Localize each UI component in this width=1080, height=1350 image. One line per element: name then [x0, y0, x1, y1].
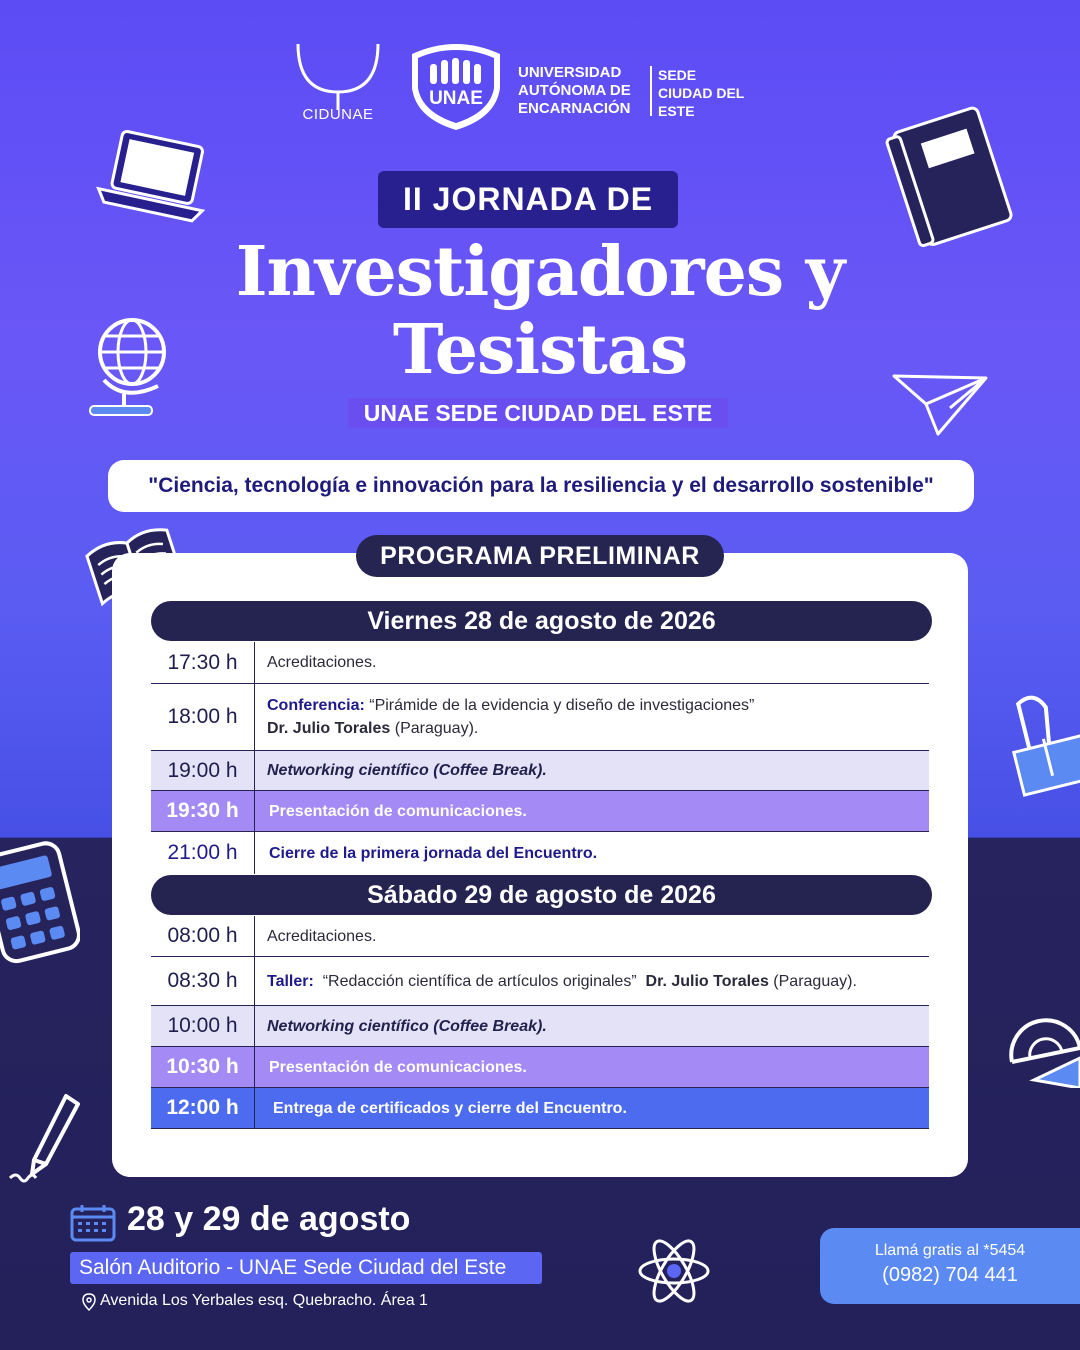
header-divider: [650, 66, 652, 116]
schedule-activity: Acreditaciones.: [267, 927, 377, 945]
university-name-line: ENCARNACIÓN: [518, 100, 631, 117]
schedule-row: [151, 957, 929, 1006]
location-pin-icon: [82, 1293, 96, 1311]
session-title: “Redacción científica de artículos originales”: [313, 972, 646, 990]
schedule-time: 17:30 h: [151, 642, 255, 683]
program-heading: PROGRAMA PRELIMINAR: [356, 535, 724, 577]
speaker-country: (Paraguay).: [768, 972, 857, 990]
cidunae-logo: [292, 40, 384, 130]
sede-name-line: ESTE: [658, 103, 695, 119]
schedule-row: [151, 1088, 929, 1129]
session-type: Taller:: [267, 972, 314, 990]
unae-logo-text: UNAE: [429, 88, 483, 109]
schedule-time: 18:00 h: [151, 684, 255, 750]
schedule-time: 08:00 h: [151, 916, 255, 956]
schedule-activity: Networking científico (Coffee Break).: [267, 1017, 547, 1035]
event-slogan: "Ciencia, tecnología e innovación para la resiliencia y el desarrollo sostenible": [108, 460, 974, 512]
schedule-row: [151, 832, 929, 874]
schedule-time: 08:30 h: [151, 957, 255, 1005]
event-dates: 28 y 29 de agosto: [127, 1200, 411, 1238]
binder-clip-icon: [1000, 690, 1080, 810]
pencil-icon: [6, 1090, 86, 1186]
day-header: Sábado 29 de agosto de 2026: [151, 875, 932, 915]
university-name-line: UNIVERSIDAD: [518, 64, 622, 81]
protractor-icon: [1006, 1018, 1080, 1088]
schedule-row: [151, 642, 929, 684]
schedule-activity: Presentación de comunicaciones.: [269, 1058, 527, 1076]
schedule-time: 19:00 h: [151, 751, 255, 790]
contact-box: [820, 1228, 1080, 1304]
schedule-time: 12:00 h: [151, 1088, 255, 1128]
schedule-time: 19:30 h: [151, 791, 255, 831]
event-venue: Salón Auditorio - UNAE Sede Ciudad del Este: [70, 1252, 542, 1284]
schedule-row: [151, 1006, 929, 1047]
university-name: [518, 64, 631, 118]
speaker-name: Dr. Julio Torales: [645, 972, 769, 990]
cidunae-logo-text: CIDUNAE: [302, 106, 374, 123]
schedule-activity: Acreditaciones.: [267, 654, 377, 671]
event-subtitle: UNAE SEDE CIUDAD DEL ESTE: [348, 398, 728, 428]
sede-name-line: CIUDAD DEL: [658, 85, 745, 101]
schedule-activity: Presentación de comunicaciones.: [269, 802, 527, 820]
session-type: Conferencia:: [267, 697, 365, 714]
atom-icon: [636, 1232, 712, 1310]
calculator-icon: [0, 836, 80, 966]
schedule-activity: Networking científico (Coffee Break).: [267, 762, 547, 779]
call-label: Llamá gratis al *5454: [874, 1242, 1026, 1259]
speaker-name: Dr. Julio Torales: [267, 720, 391, 737]
schedule-activity: Entrega de certificados y cierre del Encuentro.: [273, 1099, 627, 1117]
unae-logo: [406, 40, 506, 134]
sede-name-line: SEDE: [658, 67, 697, 83]
session-title: “Pirámide de la evidencia y diseño de investigaciones”: [364, 697, 755, 714]
schedule-row: [151, 1047, 929, 1088]
schedule-activity: Cierre de la primera jornada del Encuentro.: [269, 844, 598, 862]
event-address: Avenida Los Yerbales esq. Quebracho. Área 1: [100, 1292, 428, 1309]
schedule-row: [151, 751, 929, 791]
book-icon: [880, 100, 1020, 250]
schedule-row: [151, 684, 929, 751]
edition-label: II JORNADA DE: [378, 171, 678, 228]
calendar-icon: [70, 1204, 116, 1242]
sede-name: [658, 66, 744, 120]
schedule-time: 21:00 h: [151, 832, 255, 874]
schedule-row: [151, 791, 929, 832]
schedule-time: 10:30 h: [151, 1047, 255, 1087]
day-header: Viernes 28 de agosto de 2026: [151, 601, 932, 641]
schedule-row: [151, 916, 929, 957]
event-title-line1: Investigadores y: [235, 232, 845, 312]
speaker-country: (Paraguay).: [390, 720, 479, 737]
schedule-time: 10:00 h: [151, 1006, 255, 1046]
laptop-icon: [92, 128, 217, 228]
phone-number[interactable]: (0982) 704 441: [882, 1264, 1018, 1286]
event-title-line2: Tesistas: [392, 310, 688, 390]
university-name-line: AUTÓNOMA DE: [518, 82, 631, 99]
